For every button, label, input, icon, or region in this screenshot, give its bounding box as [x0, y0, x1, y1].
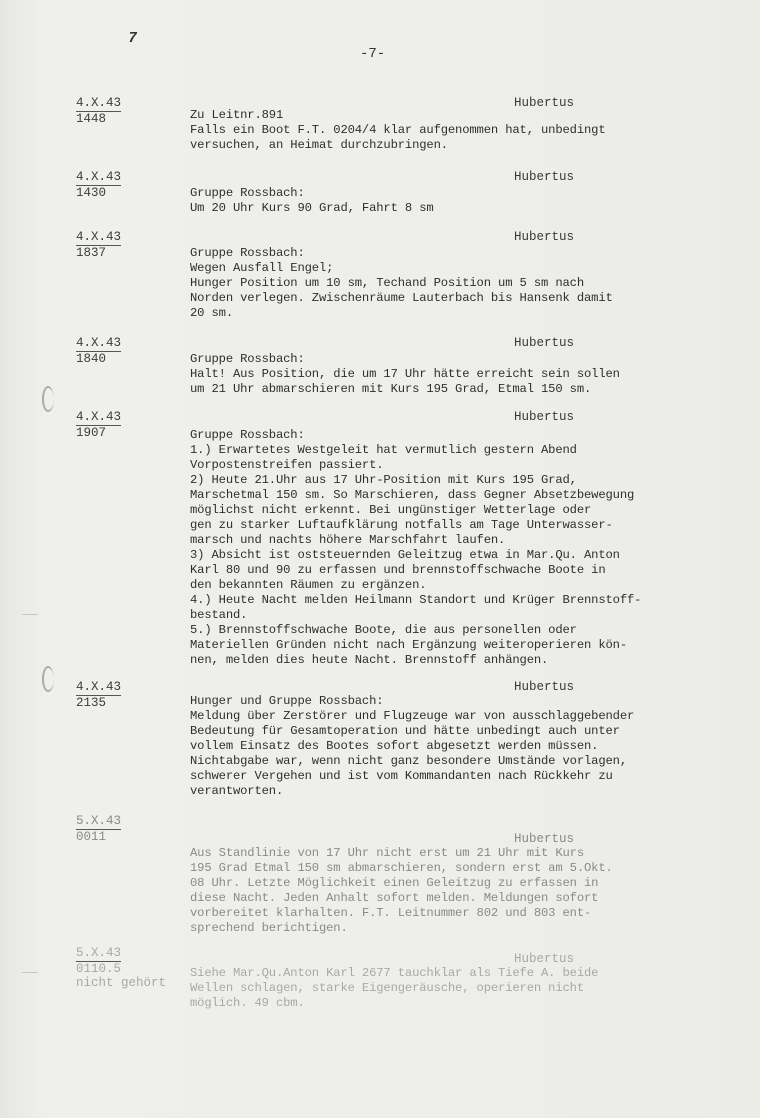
entry-body: Gruppe Rossbach: Halt! Aus Position, die um 17 Uhr hätte erreicht sein sollen um 21 Uhr abmarschieren mit Kurs 195 Grad, Etmal 150 sm.	[190, 352, 620, 396]
entry-sender: Hubertus	[514, 952, 575, 966]
entry-date: 4.X.43	[76, 680, 122, 694]
entry-timestamp	[76, 814, 121, 844]
entry-sender: Hubertus	[514, 230, 575, 244]
entry-date: 4.X.43	[76, 96, 122, 110]
entry-date: 5.X.43	[76, 946, 122, 960]
corner-number: 7	[128, 30, 138, 47]
entry-body: Gruppe Rossbach: 1.) Erwartetes Westgeleit hat vermutlich gestern Abend Vorpostenstreifen passiert. 2) Heute 21.Uhr aus 17 Uhr-Position mit Kurs 195 Grad, Marschetmal 150 sm. So Marschieren, dass Gegner Absetzbewegung möglichst nicht erkennt. Bei ungünstiger Wetterlage oder gen zu starker Luftaufklärung notfalls am Tage Unterwasser- marsch und nachts höhere Marschfahrt laufen. 3) Absicht ist oststeuernden Geleitzug etwa in Mar.Qu. Anton Karl 80 und 90 zu erfassen und brennstoffschwache Boote in den bekannten Räumen zu ergänzen. 4.) Heute Nacht melden Heilmann Standort und Krüger Brennstoff- bestand. 5.) Brennstoffschwache Boote, die aus personellen oder Materiellen Gründen nicht nach Ergänzung weiteroperieren kön- nen, melden dies heute Nacht. Brennstoff anhängen.	[190, 428, 642, 667]
entry-sender: Hubertus	[514, 832, 575, 846]
entry-timestamp	[76, 336, 121, 366]
punch-hole-mark	[42, 666, 54, 692]
entry-time: 1840	[76, 352, 107, 366]
entry-sender: Hubertus	[514, 336, 575, 350]
entry-timestamp	[76, 410, 121, 440]
entry-date: 4.X.43	[76, 336, 122, 350]
entry-date: 4.X.43	[76, 410, 122, 424]
entry-time: 1837	[76, 246, 107, 260]
entry-date: 4.X.43	[76, 170, 122, 184]
entry-date: 4.X.43	[76, 230, 122, 244]
entry-time: 0011	[76, 830, 107, 844]
entry-sender: Hubertus	[514, 170, 575, 184]
entry-timestamp	[76, 170, 121, 200]
punch-hole-mark	[42, 386, 54, 412]
entry-timestamp	[76, 230, 121, 260]
entry-body: Siehe Mar.Qu.Anton Karl 2677 tauchklar als Tiefe A. beide Wellen schlagen, starke Eigengeräusche, operieren nicht möglich. 49 cbm.	[190, 966, 599, 1010]
entry-time: 1430	[76, 186, 107, 200]
entry-timestamp	[76, 96, 121, 126]
entry-date: 5.X.43	[76, 814, 122, 828]
entry-sender: Hubertus	[514, 680, 575, 694]
entry-body: Gruppe Rossbach: Um 20 Uhr Kurs 90 Grad, Fahrt 8 sm	[190, 186, 434, 215]
margin-mark	[22, 972, 38, 973]
entry-timestamp	[76, 946, 166, 990]
entry-body: Aus Standlinie von 17 Uhr nicht erst um 21 Uhr mit Kurs 195 Grad Etmal 150 sm abmarschieren, sondern erst am 5.Okt. 08 Uhr. Letzte Möglichkeit einen Geleitzug zu erfassen in diese Nacht. Jeden Anhalt sofort melden. Meldungen sofort vorbereitet klarhalten. F.T. Leitnummer 802 und 803 ent- sprechend berichtigen.	[190, 846, 613, 935]
margin-mark	[22, 614, 38, 615]
entry-time: 2135	[76, 696, 107, 710]
entry-body: Zu Leitnr.891 Falls ein Boot F.T. 0204/4 klar aufgenommen hat, unbedingt versuchen, an Heimat durchzubringen.	[190, 108, 606, 152]
entry-time: 1907	[76, 426, 107, 440]
entry-body: Hunger und Gruppe Rossbach: Meldung über Zerstörer und Flugzeuge war von ausschlaggebender Bedeutung für Gesamtoperation und hätte unbedingt auch unter vollem Einsatz des Bootes sofort abgesetzt werden müssen. Nichtabgabe war, wenn nicht ganz besondere Umstände vorlagen, schwerer Vergehen und ist vom Kommandanten nach Rückkehr zu verantworten.	[190, 694, 635, 798]
entry-timestamp	[76, 680, 121, 710]
entry-note: nicht gehört	[76, 976, 167, 990]
entry-time: 0110.5	[76, 962, 122, 976]
entry-sender: Hubertus	[514, 96, 575, 110]
entry-body: Gruppe Rossbach: Wegen Ausfall Engel; Hunger Position um 10 sm, Techand Position um 5 sm nach Norden verlegen. Zwischenräume Lauterbach bis Hansenk damit 20 sm.	[190, 246, 613, 320]
entry-time: 1448	[76, 112, 107, 126]
page-number: -7-	[360, 46, 386, 62]
entry-sender: Hubertus	[514, 410, 575, 424]
